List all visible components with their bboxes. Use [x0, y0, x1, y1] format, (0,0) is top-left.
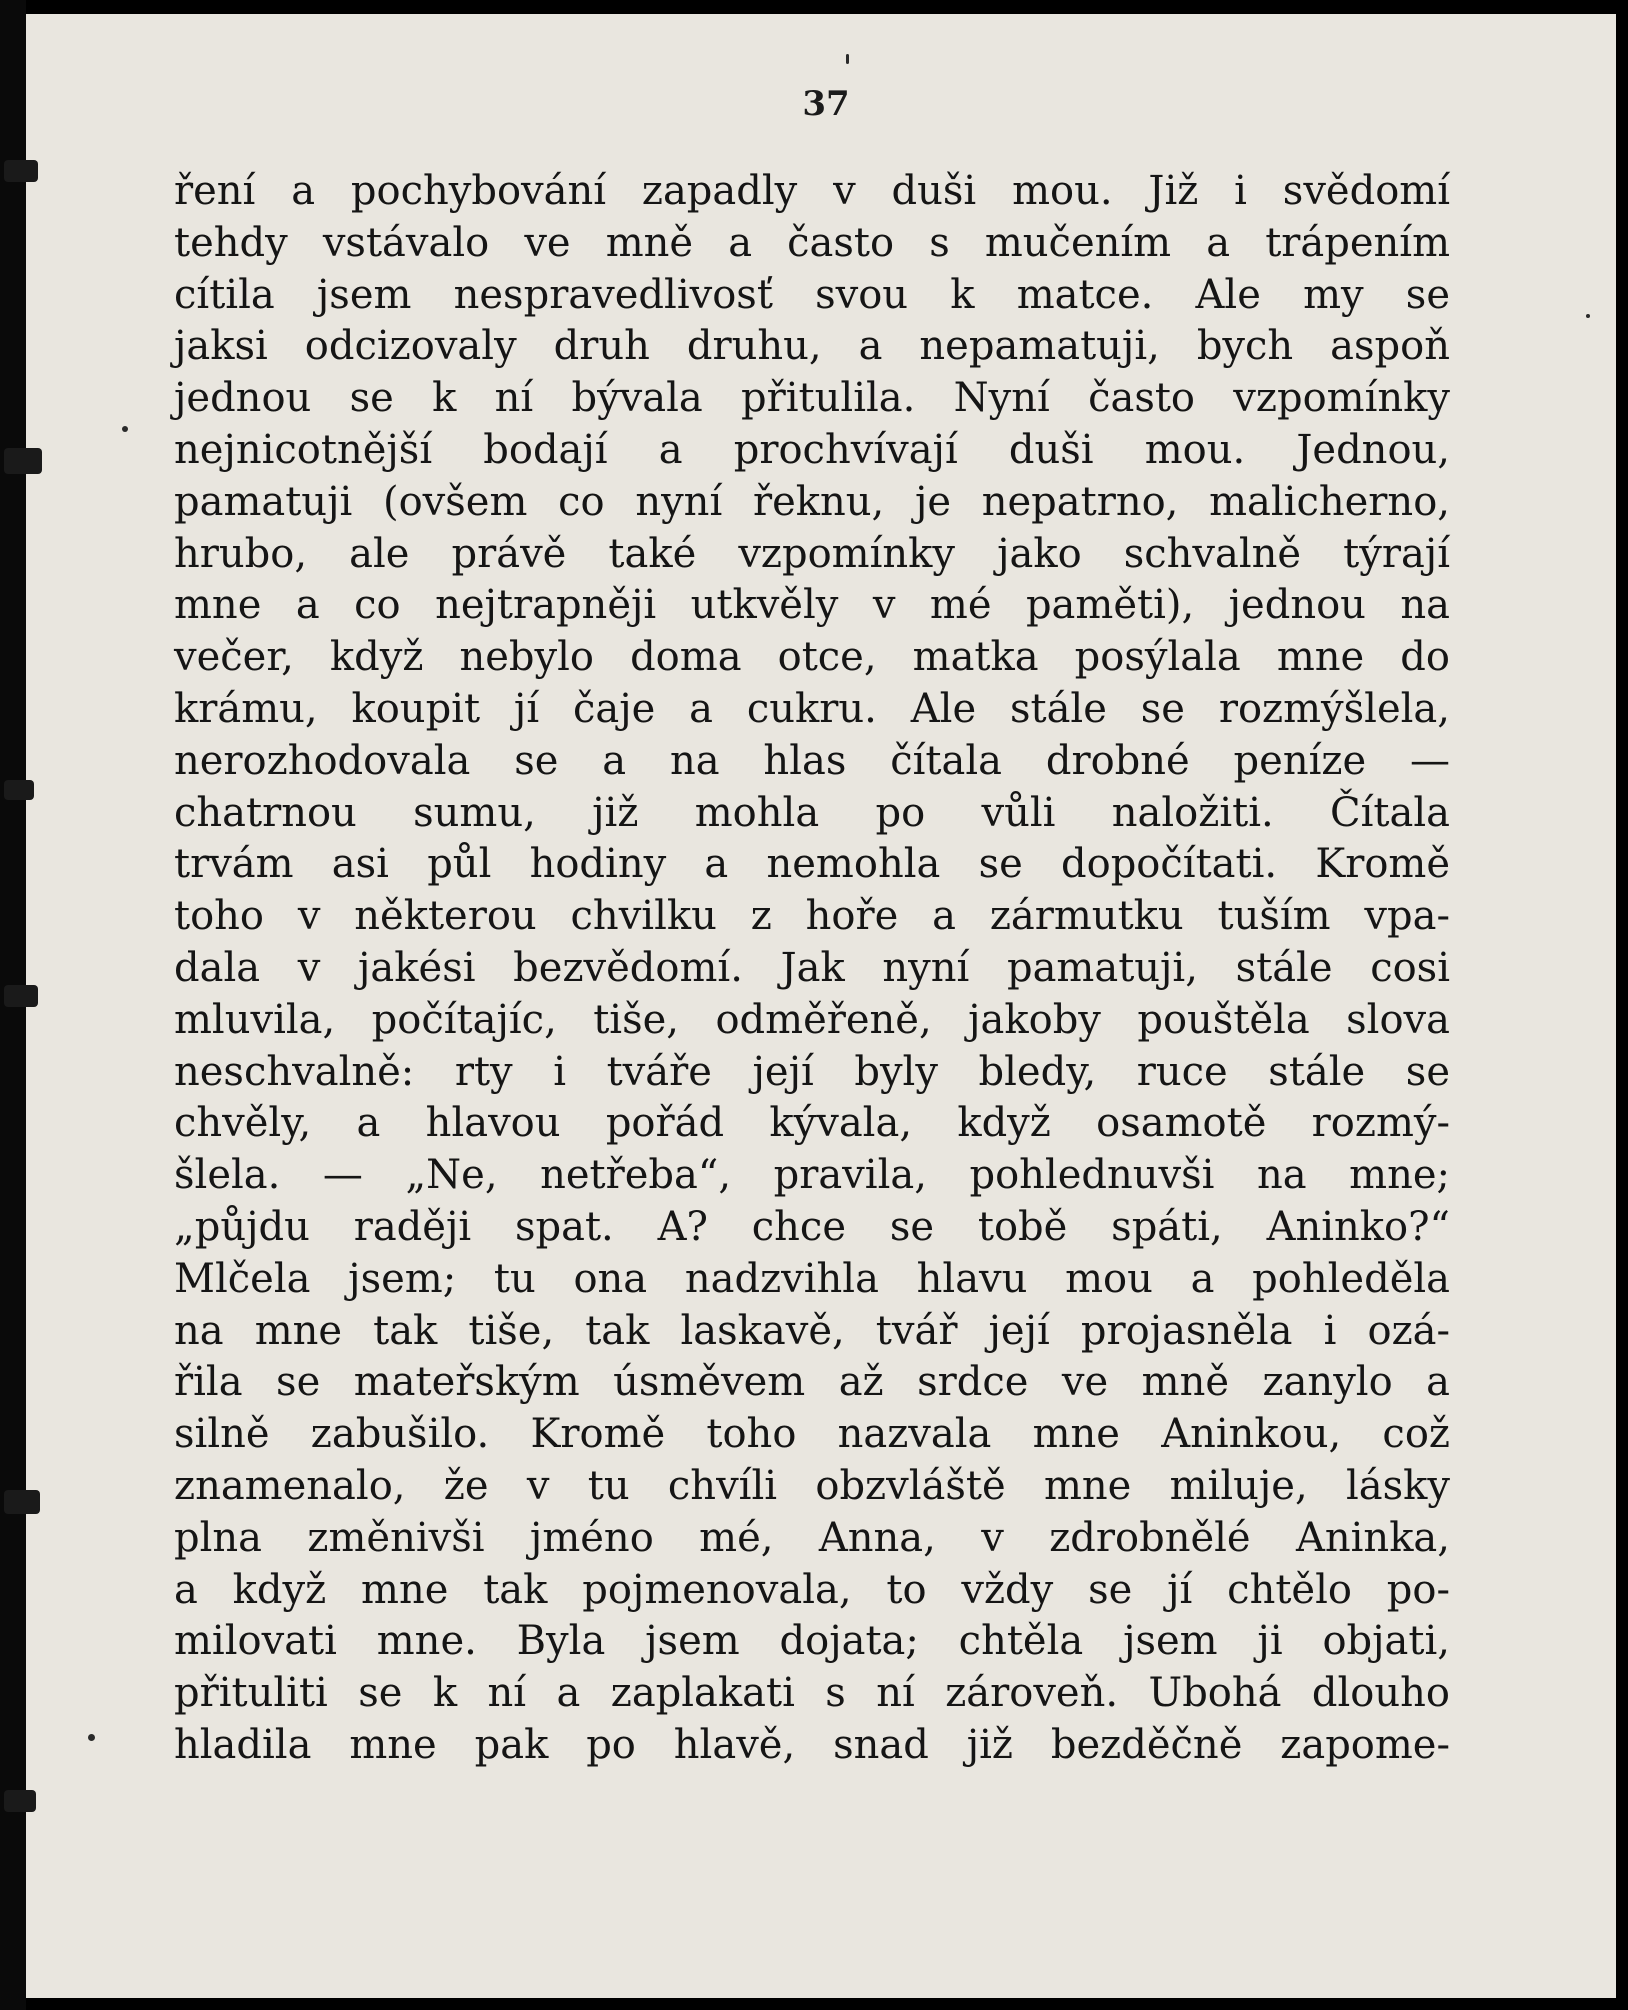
binding-clip	[4, 1490, 40, 1514]
text-line: řila se mateřským úsměvem až srdce ve mně zanylo a	[174, 1359, 1450, 1406]
text-line: ření a pochybování zapadly v duši mou. Již i svědomí	[174, 168, 1450, 214]
text-line: silně zabušilo. Kromě toho nazvala mne Aninkou, což	[174, 1411, 1450, 1458]
text-line: krámu, koupit jí čaje a cukru. Ale stále se rozmýšlela,	[174, 685, 1450, 732]
text-line: plna změnivši jméno mé, Anna, v zdrobnělé Aninka,	[174, 1514, 1450, 1561]
text-line: hladila mne pak po hlavě, snad již bezděčně zapome-	[174, 1721, 1450, 1768]
binding-clip	[4, 985, 38, 1007]
text-line: chvěly, a hlavou pořád kývala, když osamotě rozmý-	[174, 1100, 1450, 1147]
text-line: „půjdu raději spat. A? chce se tobě spáti, Aninko?“	[174, 1203, 1450, 1250]
binding-clip	[4, 780, 34, 800]
scanned-page	[26, 14, 1616, 1998]
text-line: večer, když nebylo doma otce, matka posýlala mne do	[174, 634, 1450, 681]
binding-clip	[4, 1790, 36, 1812]
text-line: Mlčela jsem; tu ona nadzvihla hlavu mou a pohleděla	[174, 1255, 1450, 1302]
text-line: dala v jakési bezvědomí. Jak nyní pamatuji, stále cosi	[174, 944, 1450, 991]
text-line: mluvila, počítajíc, tiše, odměřeně, jakoby pouštěla slova	[174, 996, 1450, 1043]
scan-speck	[88, 1734, 95, 1741]
text-line: na mne tak tiše, tak laskavě, tvář její projasněla i ozá-	[174, 1307, 1450, 1354]
text-line: milovati mne. Byla jsem dojata; chtěla jsem ji objati,	[174, 1618, 1450, 1665]
text-line: neschvalně: rty i tváře její byly bledy, ruce stále se	[174, 1048, 1450, 1095]
binding-clip	[4, 448, 42, 474]
text-line: přituliti se k ní a zaplakati s ní zároveň. Ubohá dlouho	[174, 1670, 1450, 1717]
text-line: toho v některou chvilku z hoře a zármutku tuším vpa-	[174, 893, 1450, 940]
text-line: trvám asi půl hodiny a nemohla se dopočítati. Kromě	[174, 841, 1450, 888]
text-line: pamatuji (ovšem co nyní řeknu, je nepatrno, malicherno,	[174, 478, 1450, 525]
text-line: hrubo, ale právě také vzpomínky jako schvalně týrají	[174, 530, 1450, 577]
text-line: nerozhodovala se a na hlas čítala drobné peníze —	[174, 737, 1450, 784]
text-line: a když mne tak pojmenovala, to vždy se jí chtělo po-	[174, 1566, 1450, 1613]
text-line: znamenalo, že v tu chvíli obzvláště mne miluje, lásky	[174, 1462, 1450, 1509]
binding-clip	[4, 160, 38, 182]
text-line: nejnicotnější bodají a prochvívají duši mou. Jednou,	[174, 426, 1450, 473]
scan-speck	[846, 54, 849, 64]
scan-speck	[1586, 314, 1590, 318]
text-line: jaksi odcizovaly druh druhu, a nepamatuji, bych aspoň	[174, 323, 1450, 370]
page-number: 37	[802, 84, 850, 124]
text-line: tehdy vstávalo ve mně a často s mučením a trápením	[174, 219, 1450, 266]
text-line: chatrnou sumu, již mohla po vůli naložiti. Čítala	[174, 789, 1450, 836]
scan-speck	[122, 426, 128, 432]
text-line: jednou se k ní bývala přitulila. Nyní často vzpomínky	[174, 375, 1450, 422]
text-line: cítila jsem nespravedlivosť svou k matce. Ale my se	[174, 271, 1450, 318]
text-line: šlela. — „Ne, netřeba“, pravila, pohlednuvši na mne;	[174, 1152, 1450, 1199]
text-line: mne a co nejtrapněji utkvěly v mé paměti), jednou na	[174, 582, 1450, 629]
body-text	[174, 166, 1450, 1772]
